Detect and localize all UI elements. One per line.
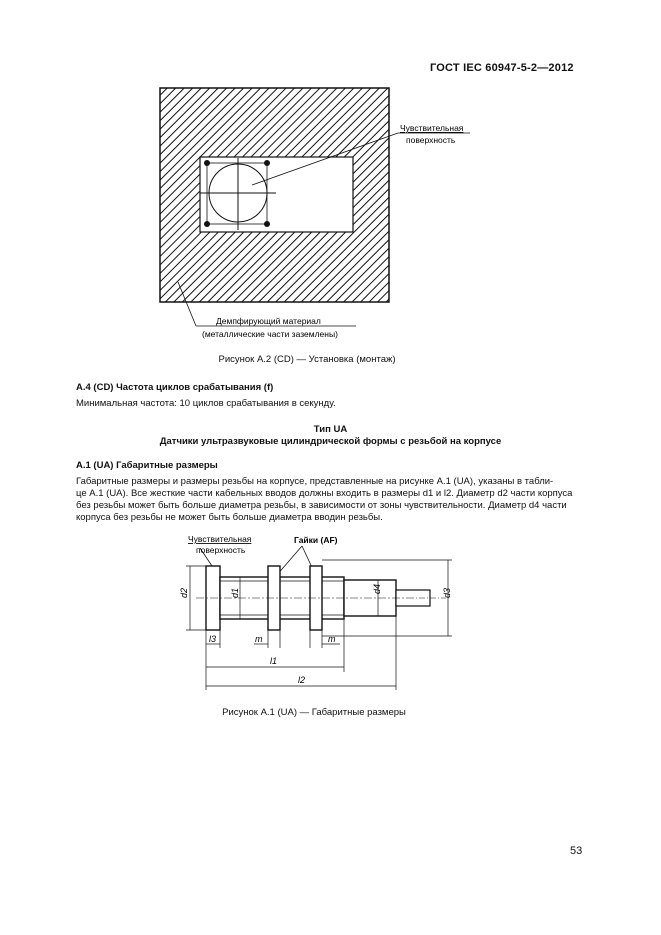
figure-a1-dimensions	[170, 530, 470, 695]
fig-a2-damping-label-1: Демпфирующий материал	[216, 316, 321, 326]
fig-a1-sensitive-label-2: поверхность	[196, 545, 246, 555]
type-title: Тип UA	[313, 424, 348, 435]
dim-m-1: m	[255, 634, 263, 644]
dim-m-2: m	[328, 634, 336, 644]
text-line-3: без резьбы может быть больше диаметра резьбы, в зависимости от зоны чувствительности. Диаметр d4 части	[76, 500, 567, 511]
standard-code: ГОСТ IEC 60947-5-2—2012	[430, 62, 574, 74]
fig-a1-sensitive-label-1: Чувствительная	[188, 534, 252, 544]
text-line-2: це А.1 (UA). Все жесткие части кабельных вводов должны входить в размеры d1 и l2. Диаметр d2 части корпуса	[76, 488, 573, 499]
dim-l3: l3	[209, 634, 217, 644]
dim-l1: l1	[270, 656, 278, 666]
section-a4-text: Минимальная частота: 10 циклов срабатывания в секунду.	[76, 398, 336, 409]
type-subtitle: Датчики ультразвуковые цилиндрической формы с резьбой на корпусе	[159, 436, 502, 447]
dim-d3: d3	[442, 587, 452, 598]
text-line-1: Габаритные размеры и размеры резьбы на корпусе, представленные на рисунке А.1 (UA), указаны в табли-	[76, 476, 554, 487]
figure-a2-caption: Рисунок А.2 (CD) — Установка (монтаж)	[218, 354, 396, 365]
dim-d4: d4	[372, 583, 382, 594]
dim-l2: l2	[298, 675, 306, 685]
figure-a1-caption: Рисунок А.1 (UA) — Габаритные размеры	[222, 707, 406, 718]
dim-d2: d2	[179, 587, 189, 598]
figure-a2-mounting	[150, 80, 500, 350]
text-line-4: корпуса без резьбы не может быть больше диаметра вводин резьбы.	[76, 512, 383, 523]
page-number: 53	[570, 845, 583, 857]
section-a4-heading: A.4 (CD) Частота циклов срабатывания (f)	[76, 382, 274, 393]
fig-a2-damping-label-2: (металлические части заземлены)	[202, 329, 338, 339]
fig-a1-nuts-label: Гайки (AF)	[294, 535, 338, 545]
dim-d1: d1	[230, 587, 240, 598]
section-a1-heading: A.1 (UA) Габаритные размеры	[76, 460, 218, 471]
fig-a2-sensitive-label-2: поверхность	[406, 135, 456, 145]
section-a1-text	[76, 476, 583, 524]
fig-a2-sensitive-label-1: Чувствительная	[400, 123, 464, 133]
